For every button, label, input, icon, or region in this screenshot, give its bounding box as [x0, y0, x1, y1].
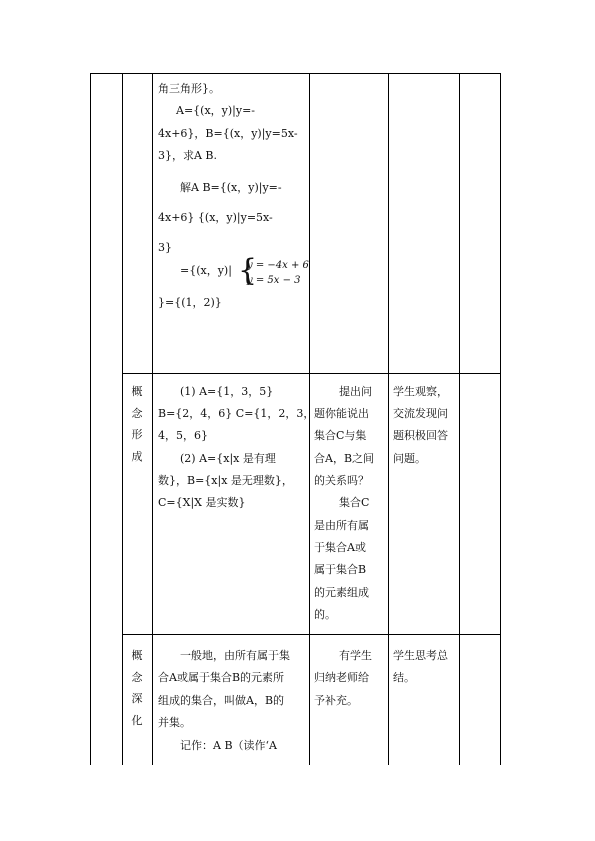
system-brace: {: [238, 253, 258, 288]
example-line-6: 4x+6} {(x，y)|y=5x-: [158, 211, 273, 224]
student-formation-line-4: 问题。: [393, 452, 426, 465]
table-left-border: [90, 73, 91, 765]
deepening-line-4: 并集。: [158, 716, 191, 729]
system-equation-1: y = −4x + 6: [247, 260, 309, 271]
col-divider-4: [388, 73, 389, 765]
row-label-concept-deepening: 概 念 深 化: [131, 649, 143, 727]
formation-line-2: B={2，4，6} C={1，2，3，: [158, 407, 315, 420]
formation-line-3: 4，5，6}: [158, 429, 208, 442]
example-line-8: ={(x，y)|: [180, 264, 232, 277]
table-right-border: [500, 73, 501, 765]
student-formation-line-2: 交流发现问: [393, 407, 448, 420]
deepening-line-5: 记作：A B（读作‘A: [180, 739, 277, 752]
example-line-7: 3}: [158, 241, 172, 254]
teacher-deepening-line-1: 有学生: [339, 649, 372, 662]
col-divider-5: [459, 73, 460, 765]
example-line-2: A={(x，y)|y=-: [176, 104, 256, 117]
student-deepening-line-2: 结。: [393, 671, 415, 684]
example-line-5: 解A B={(x，y)|y=-: [180, 181, 282, 194]
formation-line-4: (2) A={x|x 是有理: [180, 452, 276, 465]
example-line-4: 3}，求A B.: [158, 149, 218, 162]
system-equation-2: y = 5x − 3: [247, 275, 301, 286]
deepening-line-1: 一般地，由所有属于集: [180, 649, 290, 662]
teacher-formation-line-6: 集合C: [339, 496, 370, 509]
teacher-deepening-line-3: 予补充。: [314, 694, 358, 707]
row-divider-1: [122, 373, 500, 374]
formation-line-1: (1) A={1，3，5}: [180, 385, 274, 398]
teacher-formation-line-7: 是由所有属: [314, 519, 369, 532]
row-divider-2: [122, 634, 500, 635]
formation-line-5: 数}，B={x|x 是无理数}，: [158, 474, 293, 487]
col-divider-1: [122, 73, 123, 765]
teacher-deepening-line-2: 归纳老师给: [314, 671, 369, 684]
deepening-line-2: 合A或属于集合B的元素所: [158, 671, 285, 684]
student-deepening-line-1: 学生思考总: [393, 649, 448, 662]
student-formation-line-3: 题积极回答: [393, 429, 448, 442]
teacher-formation-line-1: 提出问: [339, 385, 372, 398]
teacher-formation-line-2: 题你能说出: [314, 407, 369, 420]
example-line-9: }={(1，2)}: [158, 296, 222, 309]
student-formation-line-1: 学生观察，: [393, 385, 448, 398]
teacher-formation-line-11: 的。: [314, 608, 336, 621]
teacher-formation-line-3: 集合C与集: [314, 429, 367, 442]
col-divider-2: [152, 73, 153, 765]
row-label-concept-formation: 概 念 形 成: [131, 385, 143, 463]
teacher-formation-line-9: 属于集合B: [314, 563, 367, 576]
teacher-formation-line-8: 于集合A或: [314, 541, 366, 554]
deepening-line-3: 组成的集合，叫做A，B的: [158, 694, 285, 707]
example-line-1: 角三角形}。: [158, 82, 220, 95]
teacher-formation-line-10: 的元素组成: [314, 586, 369, 599]
teacher-formation-line-4: 合A，B之间: [314, 452, 375, 465]
teacher-formation-line-5: 的关系吗？: [314, 474, 369, 487]
example-line-3: 4x+6}，B={(x，y)|y=5x-: [158, 127, 298, 140]
formation-line-6: C={X|X 是实数}: [158, 496, 246, 509]
